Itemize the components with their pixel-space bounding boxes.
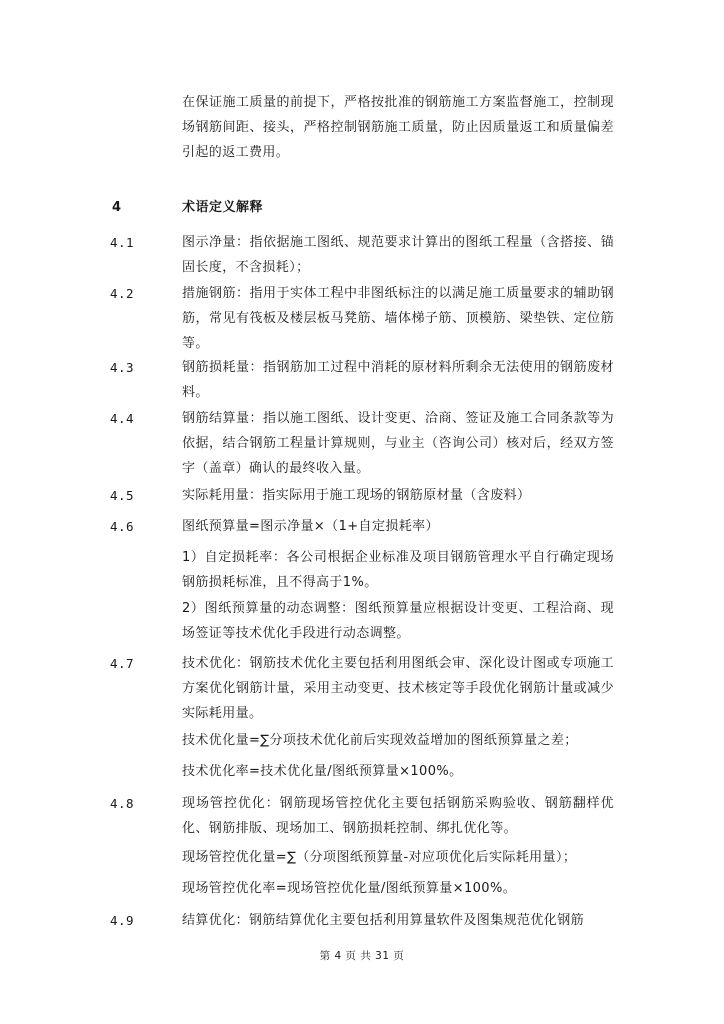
item-number-4-8: 4.8 (110, 796, 135, 811)
item-number-4-6: 4.6 (110, 519, 135, 534)
item-text-4-8: 现场管控优化：钢筋现场管控优化主要包括钢筋采购验收、钢筋翻样优化、钢筋排版、现场加工、钢筋损耗控制、绑扎优化等。 (182, 796, 614, 836)
item-number-4-1: 4.1 (110, 235, 135, 250)
item-text-4-6: 图纸预算量=图示净量×（1+自定损耗率） (182, 519, 439, 534)
item-number-4-3: 4.3 (110, 360, 135, 375)
item-text-4-7: 技术优化：钢筋技术优化主要包括利用图纸会审、深化设计图或专项施工方案优化钢筋计量，采用主动变更、技术核定等手段优化钢筋计量或减少实际耗用量。 (182, 656, 614, 721)
item-number-4-2: 4.2 (110, 286, 135, 301)
item-text-4-2: 措施钢筋：指用于实体工程中非图纸标注的以满足施工质量要求的辅助钢筋，常见有筏板及楼层板马凳筋、墙体梯子筋、顶模筋、梁垫铁、定位筋等。 (182, 286, 614, 351)
section-title: 术语定义解释 (182, 200, 264, 215)
sub-paragraph-4-7-2: 技术优化率=技术优化量/图纸预算量×100%。 (182, 764, 463, 779)
section-number: 4 (112, 200, 122, 215)
sub-paragraph-4-7-1: 技术优化量=∑分项技术优化前后实现效益增加的图纸预算量之差； (182, 733, 578, 748)
item-text-4-3: 钢筋损耗量：指钢筋加工过程中消耗的原材料所剩余无法使用的钢筋废材料。 (182, 360, 614, 400)
item-number-4-9: 4.9 (110, 913, 135, 928)
sub-paragraph-4-8-1: 现场管控优化量=∑（分项图纸预算量-对应项优化后实际耗用量）； (182, 850, 577, 865)
sub-paragraph-4-8-2: 现场管控优化率=现场管控优化量/图纸预算量×100%。 (182, 881, 517, 896)
sub-paragraph-4-6-1: 1）自定损耗率：各公司根据企业标准及项目钢筋管理水平自行确定现场钢筋损耗标准，且不得高于1%。 (182, 550, 614, 590)
item-text-4-5: 实际耗用量：指实际用于施工现场的钢筋原材量（含废料） (182, 488, 531, 503)
item-text-4-1: 图示净量：指依据施工图纸、规范要求计算出的图纸工程量（含搭接、锚固长度，不含损耗）； (182, 235, 614, 275)
item-number-4-7: 4.7 (110, 656, 135, 671)
sub-paragraph-4-6-2: 2）图纸预算量的动态调整：图纸预算量应根据设计变更、工程洽商、现场签证等技术优化手段进行动态调整。 (182, 601, 614, 641)
page-footer: 第 4 页 共 31 页 (319, 950, 405, 962)
item-number-4-5: 4.5 (110, 488, 135, 503)
intro-paragraph: 在保证施工质量的前提下，严格按批准的钢筋施工方案监督施工，控制现场钢筋间距、接头，严格控制钢筋施工质量，防止因质量返工和质量偏差引起的返工费用。 (182, 95, 614, 160)
item-number-4-4: 4.4 (110, 411, 135, 426)
item-text-4-9: 结算优化：钢筋结算优化主要包括利用算量软件及图集规范优化钢筋 (182, 913, 585, 928)
item-text-4-4: 钢筋结算量：指以施工图纸、设计变更、洽商、签证及施工合同条款等为依据，结合钢筋工程量计算规则，与业主（咨询公司）核对后，经双方签字（盖章）确认的最终收入量。 (182, 411, 614, 476)
